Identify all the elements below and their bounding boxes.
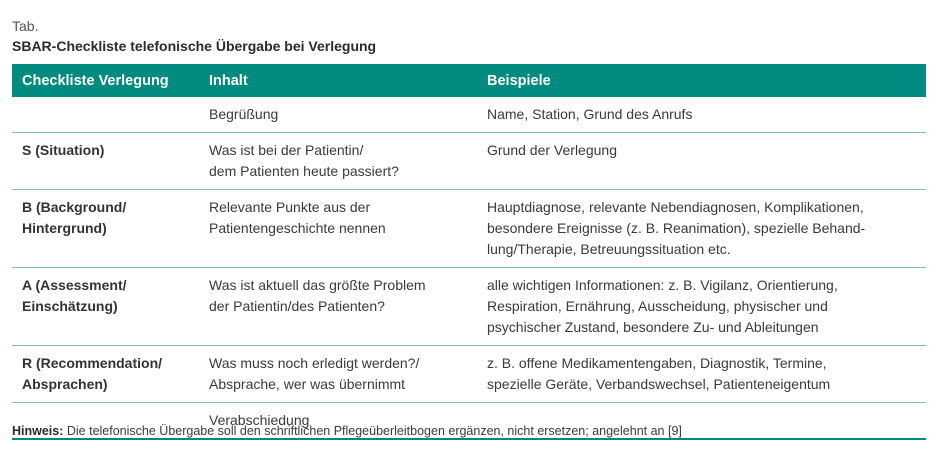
- cell-examples: alle wichtigen Informationen: z. B. Vigilanz, Orientierung, Respiration, Ernährung, Ausscheidung, physischer und psychischer Zustand, besondere Zu- und Ableitungen: [477, 268, 926, 346]
- table-header-row: [12, 64, 926, 97]
- table-row: [12, 133, 926, 190]
- cell-content: Verabschiedung: [199, 403, 477, 440]
- cell-checklist: A (Assessment/ Einschätzung): [12, 268, 199, 346]
- cell-examples: Grund der Verlegung: [477, 133, 926, 190]
- hint-text: Die telefonische Übergabe soll den schriftlichen Pflegeüberleitbogen ergänzen, nicht ersetzen; angelehnt an [9]: [63, 424, 682, 438]
- cell-content: Begrüßung: [199, 97, 477, 133]
- table-row: [12, 268, 926, 346]
- cell-content: Was ist bei der Patientin/ dem Patienten heute passiert?: [199, 133, 477, 190]
- table-title: SBAR-Checkliste telefonische Übergabe bei Verlegung: [12, 38, 377, 54]
- table-number-label: Tab.: [12, 18, 39, 34]
- hint-label: Hinweis:: [12, 424, 64, 438]
- cell-checklist: R (Recommendation/ Absprachen): [12, 346, 199, 403]
- cell-checklist: B (Background/ Hintergrund): [12, 190, 199, 268]
- column-header-checklist: Checkliste Verlegung: [12, 64, 199, 97]
- column-header-examples: Beispiele: [477, 64, 926, 97]
- sbar-table: [12, 64, 926, 440]
- cell-content: Was ist aktuell das größte Problem der Patientin/des Patienten?: [199, 268, 477, 346]
- cell-checklist: [12, 97, 199, 133]
- cell-examples: z. B. offene Medikamentengaben, Diagnostik, Termine, spezielle Geräte, Verbandswechsel, Patienteneigentum: [477, 346, 926, 403]
- cell-checklist: S (Situation): [12, 133, 199, 190]
- cell-examples: Name, Station, Grund des Anrufs: [477, 97, 926, 133]
- table-row: [12, 190, 926, 268]
- table-row: [12, 346, 926, 403]
- cell-content: Was muss noch erledigt werden?/ Absprache, wer was übernimmt: [199, 346, 477, 403]
- column-header-content: Inhalt: [199, 64, 477, 97]
- cell-examples: Hauptdiagnose, relevante Nebendiagnosen, Komplikationen, besondere Ereignisse (z. B. Reanimation), spezielle Behand- lung/Therapie, Betreuungssituation etc.: [477, 190, 926, 268]
- cell-content: Relevante Punkte aus der Patientengeschichte nennen: [199, 190, 477, 268]
- footnote-hint: [12, 424, 682, 438]
- table-row: [12, 97, 926, 133]
